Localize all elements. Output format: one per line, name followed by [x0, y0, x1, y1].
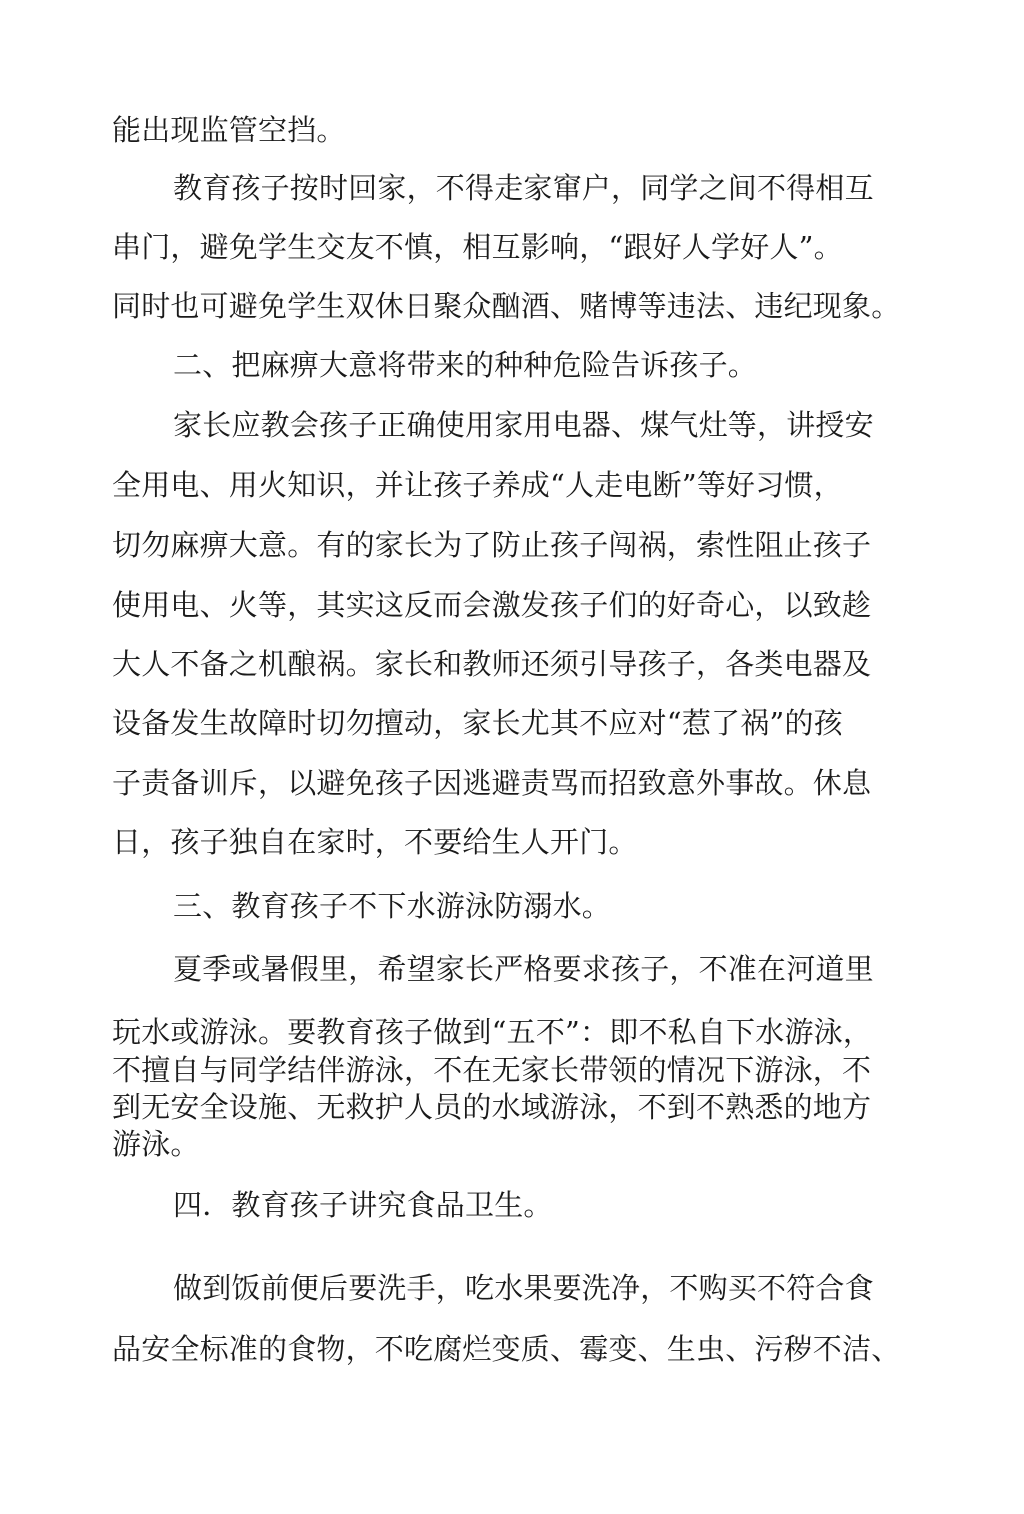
text-line: 不擅自与同学结伴游泳，不在无家长带领的情况下游泳，不: [112, 1053, 872, 1087]
text-line: 使用电、火等，其实这反而会激发孩子们的好奇心，以致趁: [112, 588, 872, 622]
paragraph-first-line: 家长应教会孩子正确使用家用电器、煤气灶等，讲授安: [173, 408, 874, 442]
text-line: 切勿麻痹大意。有的家长为了防止孩子闯祸，索性阻止孩子: [112, 528, 872, 562]
section-heading: 四．教育孩子讲究食品卫生。: [173, 1188, 553, 1222]
section-heading: 三、教育孩子不下水游泳防溺水。: [173, 889, 612, 923]
text-line: 串门，避免学生交友不慎，相互影响，“跟好人学好人”。: [112, 230, 843, 264]
paragraph-first-line: 做到饭前便后要洗手，吃水果要洗净，不购买不符合食: [173, 1271, 874, 1305]
text-line: 游泳。: [112, 1127, 200, 1161]
text-line: 同时也可避免学生双休日聚众酗酒、赌博等违法、违纪现象。: [112, 289, 901, 323]
text-line: 子责备训斥，以避免孩子因逃避责骂而招致意外事故。休息: [112, 766, 872, 800]
text-line: 到无安全设施、无救护人员的水域游泳，不到不熟悉的地方: [112, 1090, 872, 1124]
text-line: 设备发生故障时切勿擅动，家长尤其不应对“惹了祸”的孩: [112, 706, 843, 740]
text-line: 能出现监管空挡。: [112, 113, 346, 147]
text-line: 全用电、用火知识，并让孩子养成“人走电断”等好习惯，: [112, 468, 843, 502]
text-line: 日，孩子独自在家时，不要给生人开门。: [112, 825, 638, 859]
paragraph-first-line: 教育孩子按时回家，不得走家窜户，同学之间不得相互: [173, 171, 874, 205]
text-line: 大人不备之机酿祸。家长和教师还须引导孩子，各类电器及: [112, 647, 872, 681]
text-line: 玩水或游泳。要教育孩子做到“五不”：即不私自下水游泳，: [112, 1015, 873, 1049]
section-heading: 二、把麻痹大意将带来的种种危险告诉孩子。: [173, 348, 758, 382]
paragraph-first-line: 夏季或暑假里，希望家长严格要求孩子，不准在河道里: [173, 952, 874, 986]
text-line: 品安全标准的食物，不吃腐烂变质、霉变、生虫、污秽不洁、: [112, 1332, 901, 1366]
